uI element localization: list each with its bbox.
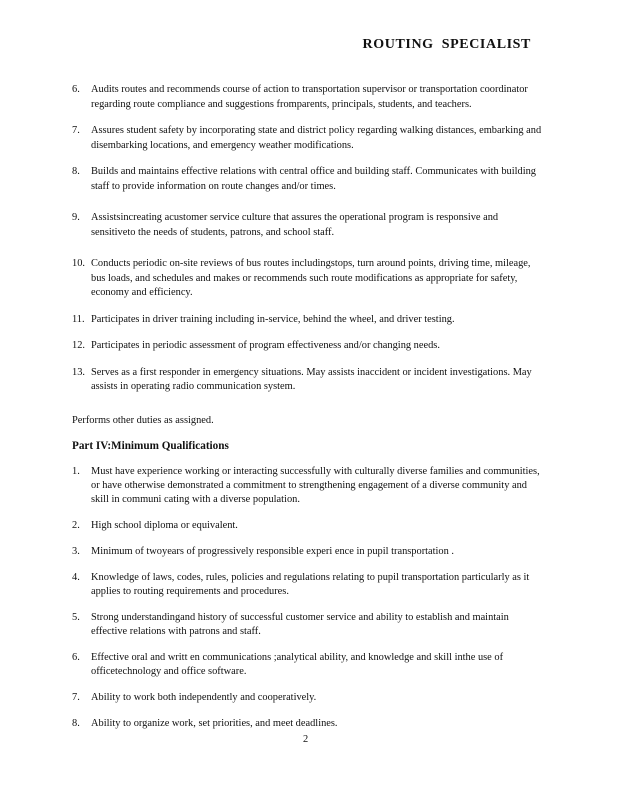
item-number: 6.: [72, 84, 80, 95]
qualification-item-8: [72, 717, 542, 731]
qualification-item-5: [72, 611, 542, 639]
duty-item-7: [72, 124, 542, 153]
item-number: 6.: [72, 652, 80, 663]
duty-item-9: [72, 211, 542, 240]
duty-item-10: [72, 257, 542, 301]
qualification-item-2: [72, 519, 542, 533]
item-number: 9.: [72, 212, 80, 223]
item-number: 12.: [72, 340, 85, 351]
section-heading: Part IV:Minimum Qualifications: [72, 440, 229, 452]
item-number: 3.: [72, 546, 80, 557]
item-text: Must have experience working or interacting successfully with culturally diverse families and communities, or have otherwise demonstrated a commitment to strengthening engagement of a diverse community and skill in communi cating with a diverse population.: [91, 466, 540, 505]
other-duties-text: Performs other duties as assigned.: [72, 415, 214, 426]
qualification-item-1: [72, 465, 542, 507]
item-text: Knowledge of laws, codes, rules, policies and regulations relating to pupil transportation particularly as it applies to routing requirements and procedures.: [91, 572, 530, 597]
item-text: Builds and maintains effective relations with central office and building staff. Communicates with building staff to provide information on route changes and/or times.: [91, 166, 536, 192]
item-text: Minimum of twoyears of progressively responsible experi ence in pupil transportation .: [91, 546, 455, 557]
item-text: Conducts periodic on-site reviews of bus routes includingstops, turn around points, driving time, mileage, bus loads, and schedules and makes or recommends such route modifications as appropriate for safety, economy and efficiency.: [91, 258, 531, 298]
qualification-item-6: [72, 651, 542, 679]
item-text: High school diploma or equivalent.: [91, 520, 238, 531]
item-number: 11.: [72, 313, 85, 325]
item-number: 7.: [72, 692, 80, 703]
duty-item-8: [72, 165, 542, 194]
item-text: Effective oral and writt en communications ;analytical ability, and knowledge and skill inthe use of officetechnology and office software.: [91, 652, 504, 677]
qualification-item-4: [72, 571, 542, 599]
item-number: 5.: [72, 612, 80, 623]
qualification-item-7: [72, 691, 542, 705]
item-text: Assures student safety by incorporating state and district policy regarding walking distances, embarking and disembarking locations, and emergency weather modifications.: [91, 125, 542, 151]
qualification-item-3: [72, 545, 542, 559]
qualifications-list: [72, 465, 542, 731]
item-text: Audits routes and recommends course of action to transportation supervisor or transportation coordinator regarding route compliance and suggestions fromparents, principals, students, and teachers.: [91, 84, 528, 110]
item-number: 4.: [72, 572, 80, 583]
item-text: Participates in periodic assessment of program effectiveness and/or changing needs.: [91, 340, 440, 351]
duty-item-13: [72, 366, 542, 395]
item-text: Assistsincreating acustomer service culture that assures the operational program is responsive and sensitiveto the needs of students, patrons, and school staff.: [91, 212, 499, 238]
duty-item-6: [72, 83, 542, 112]
item-number: 8.: [72, 166, 80, 177]
item-number: 1.: [72, 466, 80, 477]
item-number: 8.: [72, 718, 80, 729]
item-text: Strong understandingand history of successful customer service and ability to establish and maintain effective relations with patrons and staff.: [91, 612, 509, 637]
item-text: Participates in driver training including in-service, behind the wheel, and driver testing.: [91, 313, 455, 325]
page-title: ROUTING SPECIALIST: [362, 37, 531, 52]
item-text: Serves as a first responder in emergency situations. May assists inaccident or incident investigations. May assists in operating radio communication system.: [91, 366, 532, 392]
item-text: Ability to organize work, set priorities, and meet deadlines.: [91, 718, 338, 729]
page-number: 2: [303, 734, 309, 745]
item-number: 7.: [72, 125, 80, 136]
item-number: 10.: [72, 258, 85, 269]
item-number: 2.: [72, 520, 80, 531]
duty-item-12: [72, 339, 542, 354]
duty-item-11: [72, 313, 542, 328]
item-number: 13.: [72, 366, 85, 378]
item-text: Ability to work both independently and cooperatively.: [91, 692, 317, 703]
duties-list: [72, 83, 542, 395]
